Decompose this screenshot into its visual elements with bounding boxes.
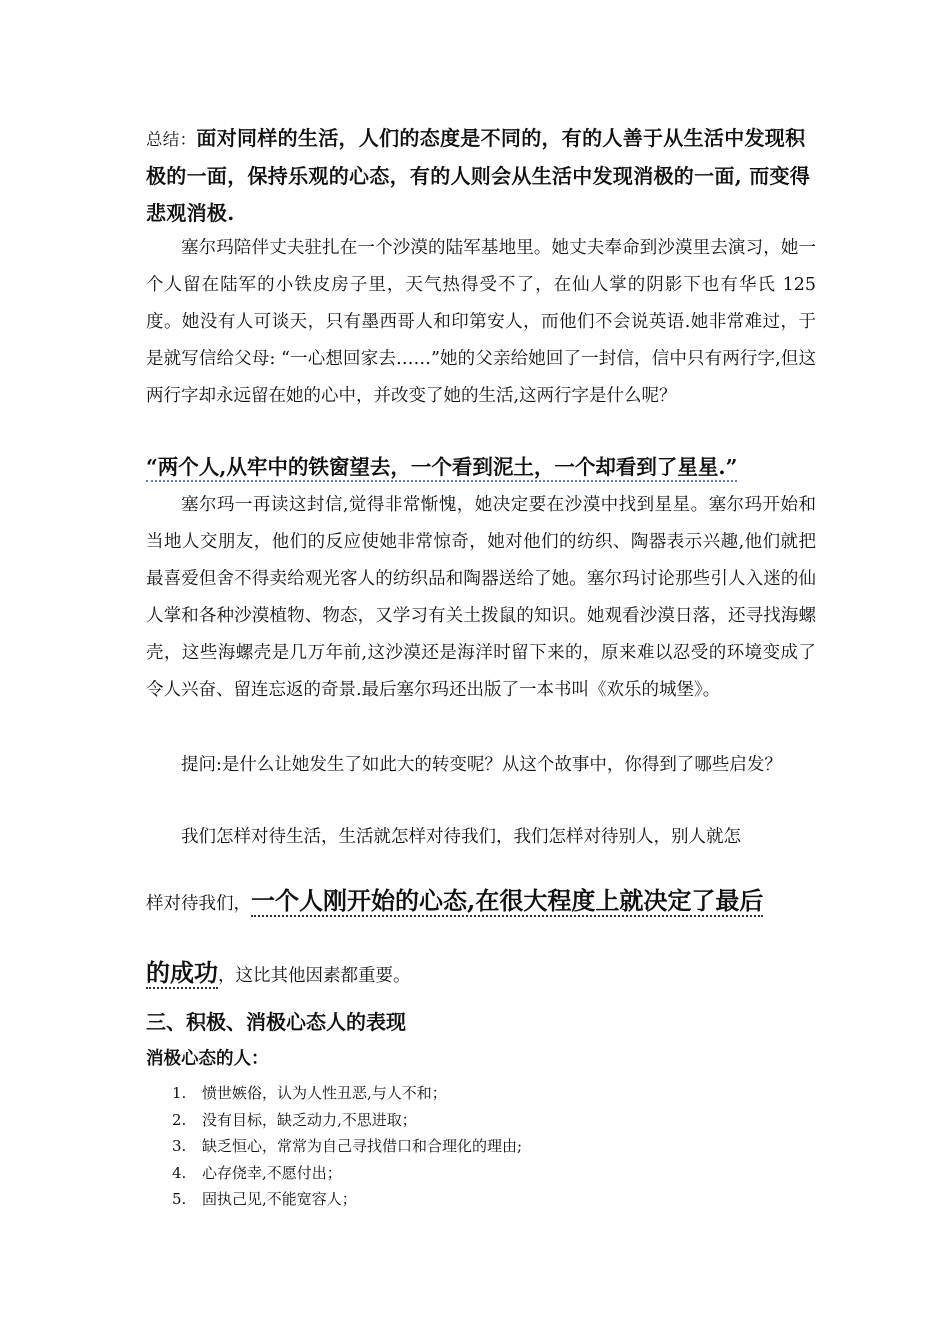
list-item-number: 3. bbox=[172, 1137, 187, 1155]
list-item bbox=[172, 1107, 522, 1134]
negative-mindset-subtitle: 消极心态的人： bbox=[146, 1049, 269, 1069]
section-title: 三、积极、消极心态人的表现 bbox=[146, 1010, 406, 1034]
negative-traits-list bbox=[172, 1080, 522, 1213]
story-paragraph-1: 塞尔玛陪伴丈夫驻扎在一个沙漠的陆军基地里。她丈夫奉命到沙漠里去演习，她一个人留在陆军的小铁皮房子里，天气热得受不了，在仙人掌的阴影下也有华氏 125 度。她没有人可谈天，只有墨西哥人和印第安人，而他们不会说英语.她非常难过，于是就写信给父母: “一心想回家去……”她的父亲给她回了一封信，信中只有两行字,但这两行字却永远留在她的心中，并改变了她的生活,这两行字是什么呢？ bbox=[146, 238, 816, 406]
summary-paragraph bbox=[146, 120, 816, 232]
list-item-text: 心存侥幸,不愿付出； bbox=[202, 1163, 342, 1182]
conclusion-lead: 样对待我们， bbox=[146, 894, 251, 914]
list-item-number: 4. bbox=[172, 1163, 187, 1182]
story-paragraph-2: 塞尔玛一再读这封信,觉得非常惭愧，她决定要在沙漠中找到星星。塞尔玛开始和当地人交朋友，他们的反应使她非常惊奇，她对他们的纺织、陶器表示兴趣,他们就把最喜爱但舍不得卖给观光客人的纺织品和陶器送给了她。塞尔玛讨论那些引人入迷的仙人掌和各种沙漠植物、物态，又学习有关土拨鼠的知识。她观看沙漠日落，还寻找海螺壳，这些海螺壳是几万年前,这沙漠还是海洋时留下来的，原来难以忍受的环境变成了令人兴奋、留连忘返的奇景.最后塞尔玛还出版了一本书叫《欢乐的城堡》。 bbox=[146, 495, 816, 700]
list-item bbox=[172, 1133, 522, 1160]
father-letter-quote bbox=[146, 450, 816, 484]
conclusion-line-3 bbox=[146, 953, 816, 996]
list-item-text: 没有目标，缺乏动力,不思进取； bbox=[202, 1110, 417, 1129]
conclusion-emphasis-2: 的成功 bbox=[146, 958, 218, 987]
list-item bbox=[172, 1080, 522, 1107]
list-item-number: 5. bbox=[172, 1190, 187, 1208]
summary-text: 面对同样的生活，人们的态度是不同的，有的人善于从生活中发现积极的一面，保持乐观的心态，有的人则会从生活中发现消极的一面, 而变得悲观消极. bbox=[146, 126, 811, 225]
list-item bbox=[172, 1186, 522, 1213]
list-item-text: 固执己见,不能宽容人； bbox=[202, 1190, 357, 1208]
discussion-question: 提问:是什么让她发生了如此大的转变呢？从这个故事中，你得到了哪些启发？ bbox=[181, 755, 782, 775]
conclusion-line-1: 我们怎样对待生活，生活就怎样对待我们，我们怎样对待别人，别人就怎 bbox=[181, 827, 741, 847]
list-item-text: 缺乏恒心，常常为自己寻找借口和合理化的理由; bbox=[202, 1137, 523, 1155]
list-item-number: 1. bbox=[172, 1084, 187, 1102]
quote-text: “两个人,从牢中的铁窗望去，一个看到泥土，一个却看到了星星.” bbox=[146, 455, 737, 482]
list-item bbox=[172, 1160, 522, 1187]
summary-label: 总结： bbox=[146, 130, 197, 149]
list-item-text: 愤世嫉俗，认为人性丑恶,与人不和； bbox=[202, 1084, 447, 1102]
conclusion-emphasis-1: 一个人刚开始的心态,在很大程度上就决定了最后 bbox=[251, 886, 764, 915]
conclusion-line-2 bbox=[146, 876, 816, 929]
list-item-number: 2. bbox=[172, 1110, 187, 1129]
conclusion-tail: ，这比其他因素都重要。 bbox=[218, 966, 411, 986]
